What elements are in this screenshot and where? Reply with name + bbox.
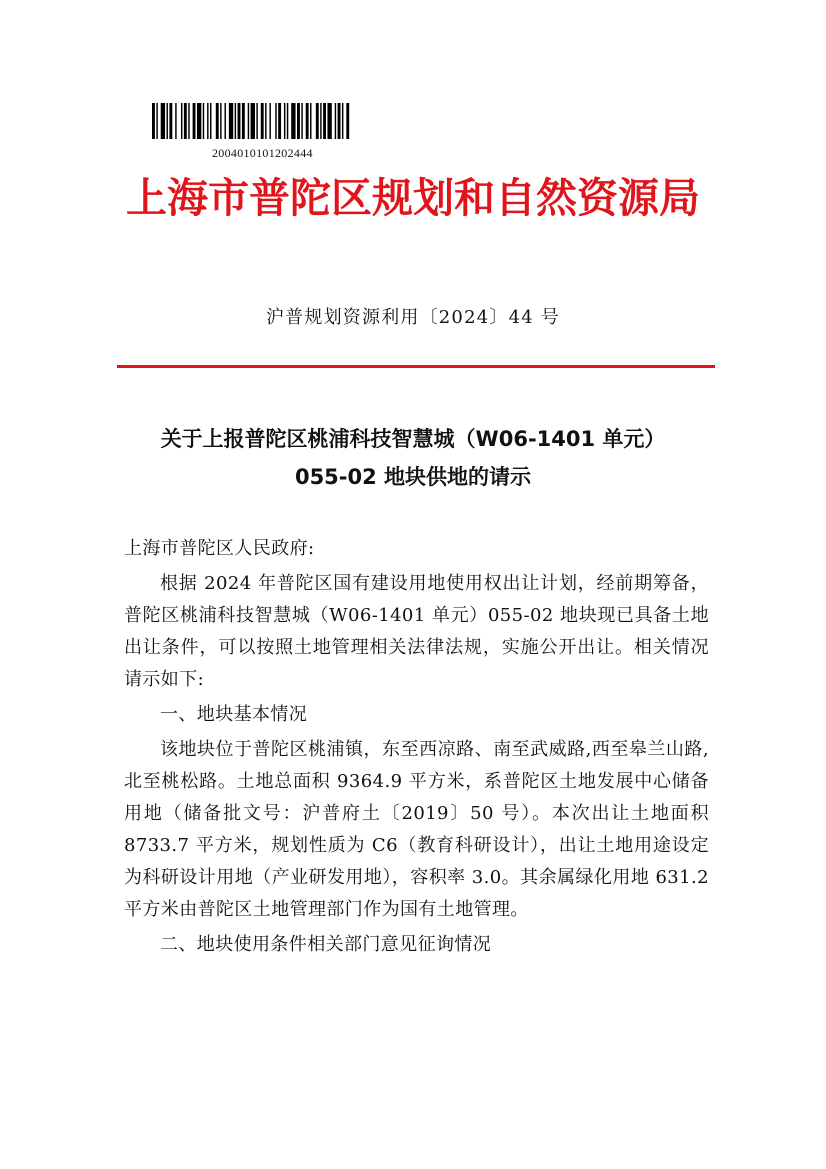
barcode-bar [291, 103, 295, 139]
barcode-bar [207, 103, 208, 139]
title-line-1: 关于上报普陀区桃浦科技智慧城（W06-1401 单元） [160, 427, 666, 451]
paragraph-intro: 根据 2024 年普陀区国有建设用地使用权出让计划，经前期筹备，普陀区桃浦科技智慧城（W06-1401 单元）055-02 地块现已具备土地出让条件，可以按照土地管理相关法律法规，实施公开出让。相关情况请示如下: [124, 573, 709, 690]
barcode-bar [346, 103, 349, 139]
barcode-bar [275, 103, 276, 139]
barcode-bar [188, 103, 189, 139]
barcode-bar [320, 103, 321, 139]
paragraph-plot-info: 该地块位于普陀区桃浦镇，东至西凉路、南至武威路,西至皋兰山路,北至桃松路。土地总面积 9364.9 平方米，系普陀区土地发展中心储备用地（储备批文号：沪普府土〔2019〕50 号）。本次出让土地面积 8733.7 平方米，规划性质为 C6（教育科研设计），出让土地用途设定为科研设计用地（产业研发用地），容积率 3.0。其余属绿化用地 631.2 平方米由普陀区土地管理部门作为国有土地管理。 [124, 739, 709, 920]
barcode-bar [229, 103, 233, 139]
barcode-bar [193, 103, 196, 139]
barcode-bar [167, 103, 168, 139]
barcode-bar [256, 103, 257, 139]
salutation: 上海市普陀区人民政府: [124, 538, 315, 559]
document-body [124, 533, 709, 961]
barcode-bar [327, 103, 331, 139]
barcode-bar [342, 103, 343, 139]
barcode-bar [306, 103, 309, 139]
barcode-bar [216, 103, 219, 139]
barcode-bar [181, 103, 182, 139]
barcode-bar [184, 103, 187, 139]
barcode-bar [203, 103, 204, 139]
barcode [152, 103, 410, 139]
barcode-bar [297, 103, 300, 139]
barcode-bar [238, 103, 241, 139]
barcode-bar [210, 103, 211, 139]
document-number: 沪普规划资源利用〔2024〕44 号 [265, 307, 561, 328]
barcode-bar [301, 103, 302, 139]
barcode-bars [152, 103, 410, 139]
barcode-number: 2004010101202444 [212, 146, 313, 160]
barcode-bar [156, 103, 157, 139]
issuing-agency-title: 上海市普陀区规划和自然资源局 [126, 174, 700, 222]
red-separator-line [117, 365, 715, 368]
barcode-bar [310, 103, 311, 139]
barcode-bar [269, 103, 270, 139]
barcode-bar [161, 103, 165, 139]
barcode-bar [323, 103, 326, 139]
section-heading-1: 一、地块基本情况 [160, 704, 308, 725]
barcode-bar [197, 103, 201, 139]
section-heading-2: 二、地块使用条件相关部门意见征询情况 [160, 934, 492, 955]
barcode-bar [278, 103, 281, 139]
barcode-bar [316, 103, 319, 139]
barcode-bar [235, 103, 236, 139]
barcode-bar [242, 103, 245, 139]
barcode-bar [338, 103, 341, 139]
title-line-2: 055-02 地块供地的请示 [294, 465, 532, 489]
barcode-bar [175, 103, 176, 139]
barcode-bar [225, 103, 226, 139]
barcode-bar [251, 103, 255, 139]
barcode-bar [261, 103, 264, 139]
barcode-bar [284, 103, 285, 139]
barcode-bar [169, 103, 172, 139]
barcode-bar [335, 103, 336, 139]
barcode-bar [220, 103, 221, 139]
barcode-bar [152, 103, 155, 139]
barcode-bar [248, 103, 249, 139]
document-title [0, 420, 826, 496]
barcode-bar [287, 103, 288, 139]
barcode-bar [265, 103, 266, 139]
